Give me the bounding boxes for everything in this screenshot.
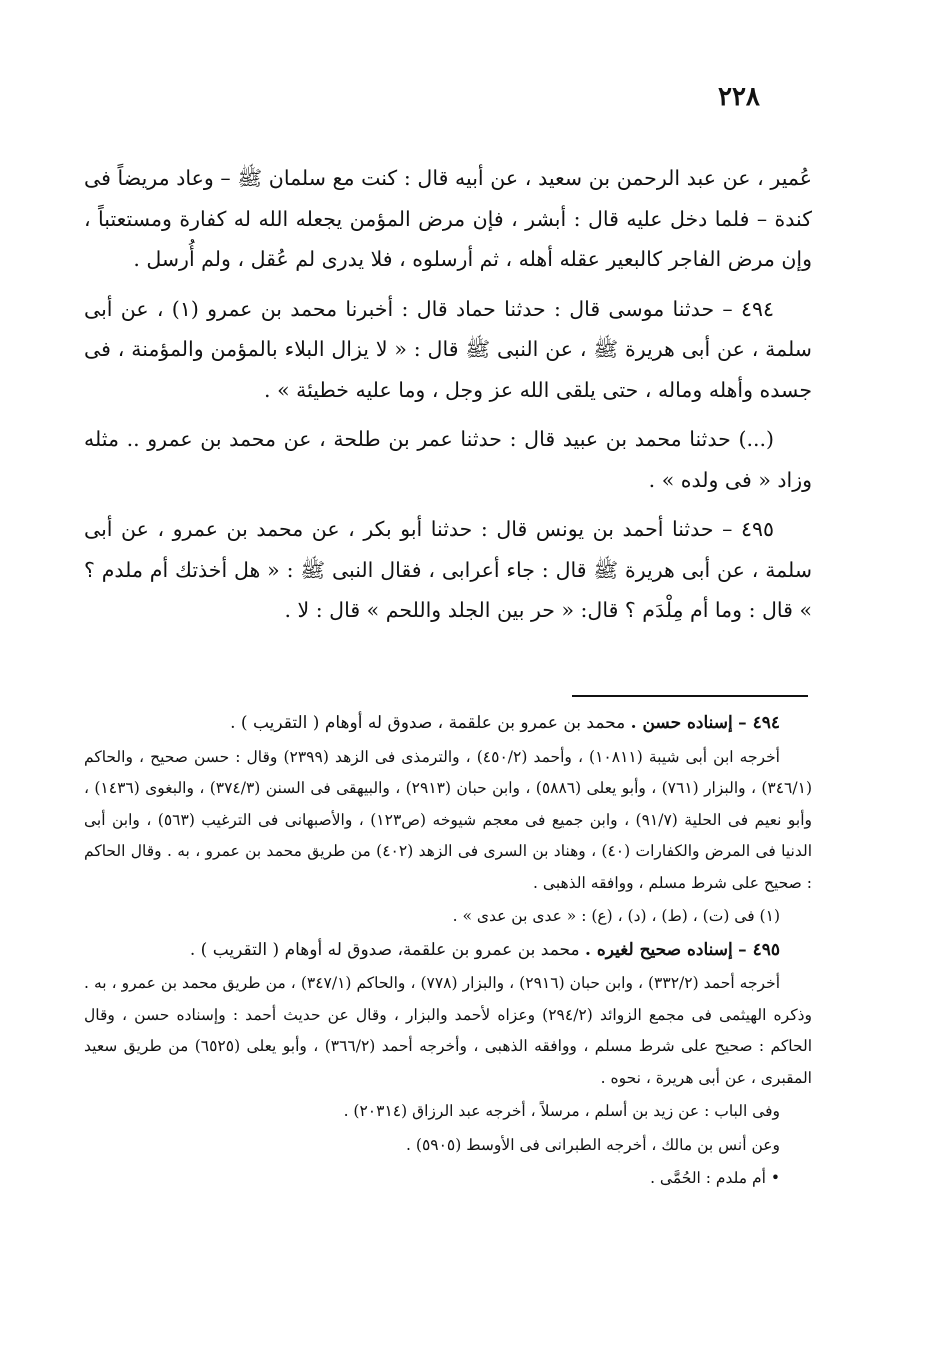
page-number: ٢٢٨ xyxy=(718,82,760,112)
footnote-494-number: ٤٩٤ – xyxy=(738,713,780,733)
footnote-gloss: • أم ملدم : الحُمَّى . xyxy=(650,1169,780,1187)
hadith-494-variant: (...) حدثنا محمد بن عبيد قال : حدثنا عمر بن طلحة ، عن محمد بن عمرو .. مثله وزاد « فى ولده » . xyxy=(84,427,812,492)
footnote-bab-1: وفى الباب : عن زيد بن أسلم ، مرسلاً ، أخرجه عبد الرزاق (٢٠٣١٤) . xyxy=(343,1102,780,1120)
footnote-bab-2: وعن أنس بن مالك ، أخرجه الطبرانى فى الأوسط (٥٩٠٥) . xyxy=(406,1135,780,1154)
footnote-495-number: ٤٩٥ – xyxy=(738,939,780,960)
footnote-495-grade xyxy=(84,935,812,967)
hadith-495: ٤٩٥ – حدثنا أحمد بن يونس قال : حدثنا أبو بكر ، عن محمد بن عمرو ، عن أبى سلمة ، عن أبى هريرة ﷺ قال : جاء أعرابى ، فقال النبى ﷺ : « هل أخذتك أم ملدم ؟ » قال : وما أم مِلْدَم ؟ قال: « حر بين الجلد واللحم » قال : لا . xyxy=(84,517,812,622)
hadith-494: ٤٩٤ – حدثنا موسى قال : حدثنا حماد قال : أخبرنا محمد بن عمرو (١) ، عن أبى سلمة ، عن أبى هريرة ﷺ ، عن النبى ﷺ قال : « لا يزال البلاء بالمؤمن والمؤمنة ، فى جسده وأهله وماله ، حتى يلقى الله عز وجل ، وما عليه خطيئة » . xyxy=(84,296,812,402)
paragraph-continuation: عُمير ، عن عبد الرحمن بن سعيد ، عن أبيه قال : كنت مع سلمان ﷺ – وعاد مريضاً فى كندة – فلما دخل عليه قال : أبشر ، فإن مرض المؤمن يجعله الله له كفارة ومستعتباً ، وإن مرض الفاجر كالبعير عقله أهله ، ثم أرسلوه ، فلا يدرى لم عُقل ، ولم أُرسل . xyxy=(84,166,812,271)
footnote-494-takhrij: أخرجه ابن أبى شيبة (١٠٨١١) ، وأحمد (٤٥٠/٢) ، والترمذى فى الزهد (٢٣٩٩) وقال : حسن صحيح ، والحاكم (٣٤٦/١) ، والبزار (٧٦١) ، وأبو يعلى (٥٨٨٦) ، وابن حبان (٢٩١٣) ، والبيهقى فى السنن (٣٧٤/٣) ، والبغوى (١٤٣٦) ، وأبو نعيم فى الحلية (٩١/٧) ، وابن جميع فى معجم شيوخه (ص١٢٣) ، والأصبهانى فى الترغيب (٥٦٣) ، وابن أبى الدنيا فى المرض والكفارات (٤٠) ، وهناد بن السرى فى الزهد (٤٠٢) من طريق محمد بن عمرو ، به . وقال الحاكم : صحيح على شرط مسلم ، ووافقه الذهبى . xyxy=(84,747,813,892)
footnote-495-label: إسناده صحيح لغيره . xyxy=(585,939,733,960)
footnote-495-takhrij: أخرجه أحمد (٣٣٢/٢) ، وابن حبان (٢٩١٦) ، والبزار (٧٧٨) ، والحاكم (٣٤٧/١) ، من طريق محمد بن عمرو ، به . وذكره الهيثمى فى مجمع الزوائد (٢٩٤/٢) وعزاه لأحمد والبزار ، وقال عن حديث أحمد : وإسناده حسن ، وقال الحاكم : صحيح على شرط مسلم ، ووافقه الذهبى ، وأخرجه أحمد (٣٦٦/٢) ، وأبو يعلى (٦٥٢٥) من طريق سعيد المقبرى ، عن أبى هريرة ، نحوه . xyxy=(84,974,812,1087)
footnote-variant: (١) فى (ت) ، (ط) ، (د) ، (ع) : « عدى بن عدى » . xyxy=(452,907,780,925)
footnote-divider xyxy=(572,695,808,697)
footnotes xyxy=(84,708,812,1195)
footnote-494-grade xyxy=(84,708,812,740)
footnote-494-label: إسناده حسن . xyxy=(630,713,733,733)
footnote-495-text: محمد بن عمرو بن علقمة، صدوق له أوهام ( التقريب ) . xyxy=(189,939,586,960)
main-text xyxy=(84,158,812,631)
footnote-494-text: محمد بن عمرو بن علقمة ، صدوق له أوهام ( التقريب ) . xyxy=(230,713,631,733)
